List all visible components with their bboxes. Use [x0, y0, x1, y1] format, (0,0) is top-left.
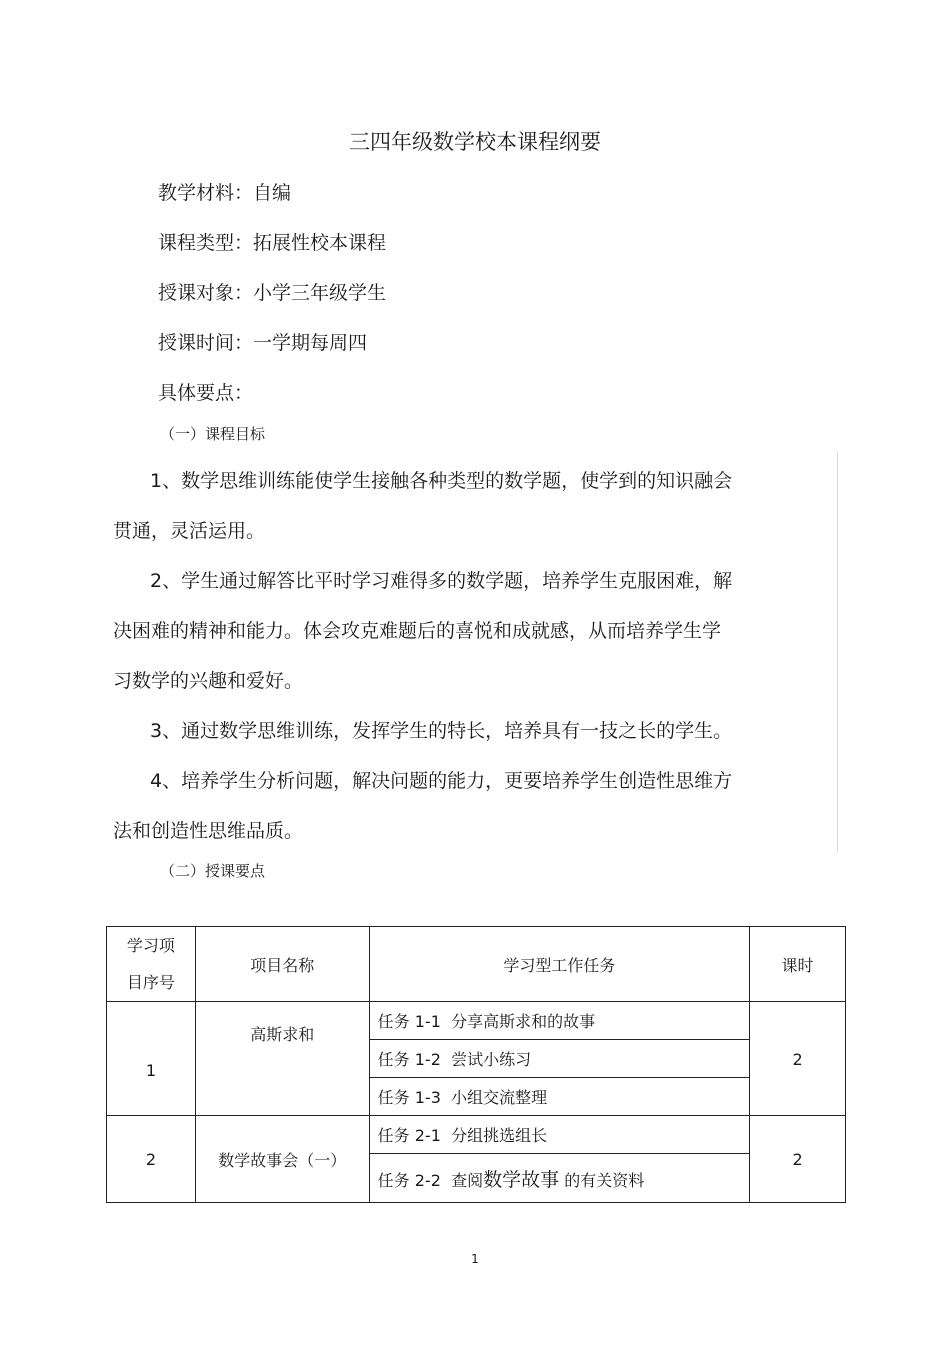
task-text: 分享高斯求和的故事 [451, 1012, 596, 1031]
task-id: 任务 1-3 [377, 1088, 441, 1107]
task-id: 任务 1-2 [377, 1050, 441, 1069]
header-task: 学习型工作任务 [369, 927, 749, 1002]
header-name: 项目名称 [195, 927, 369, 1002]
task-cell [369, 1116, 749, 1154]
table-header-row [107, 927, 846, 1002]
row-1-seq: 1 [107, 1002, 196, 1116]
table-row [107, 1002, 846, 1040]
task-text-emphasis: 数学故事 [483, 1168, 560, 1191]
goal-4-line-2: 法和创造性思维品质。 [113, 820, 304, 842]
task-cell [369, 1154, 749, 1203]
goal-2-line-2: 决困难的精神和能力。体会攻克难题后的喜悦和成就感，从而培养学生学 [113, 620, 722, 642]
goal-2-line-1: 2、学生通过解答比平时学习难得多的数学题，培养学生克服困难，解 [150, 570, 733, 592]
time-line: 授课时间：一学期每周四 [158, 332, 368, 354]
table-row [107, 1116, 846, 1154]
row-2-seq: 2 [107, 1116, 196, 1203]
header-seq [107, 927, 196, 1002]
section-heading-goals: （一）课程目标 [160, 425, 266, 443]
task-text-b: 的有关资料 [564, 1170, 645, 1190]
material-line: 教学材料：自编 [158, 182, 292, 204]
key-points-line: 具体要点： [158, 382, 254, 404]
margin-rule [837, 452, 838, 852]
row-2-name: 数学故事会（一） [195, 1116, 369, 1203]
goal-3-line-1: 3、通过数学思维训练，发挥学生的特长，培养具有一技之长的学生。 [150, 720, 733, 742]
audience-line: 授课对象：小学三年级学生 [158, 282, 387, 304]
header-seq-line-1: 学习项 [126, 936, 175, 955]
task-text: 分组挑选组长 [451, 1126, 548, 1145]
section-heading-points: （二）授课要点 [160, 862, 266, 880]
header-hours: 课时 [750, 927, 846, 1002]
task-text: 小组交流整理 [451, 1088, 548, 1107]
task-cell [369, 1078, 749, 1116]
task-text-a: 查阅 [451, 1170, 484, 1190]
row-1-name: 高斯求和 [195, 1002, 369, 1116]
page-number: 1 [471, 1252, 479, 1266]
goal-1-line-1: 1、数学思维训练能使学生接触各种类型的数学题，使学到的知识融会 [150, 470, 733, 492]
task-cell [369, 1002, 749, 1040]
task-id: 任务 1-1 [377, 1012, 441, 1031]
task-id: 任务 2-1 [377, 1126, 441, 1145]
row-1-hours: 2 [750, 1002, 846, 1116]
task-cell [369, 1040, 749, 1078]
header-seq-line-2: 目序号 [126, 973, 175, 992]
document-title: 三四年级数学校本课程纲要 [349, 130, 601, 154]
goal-1-line-2: 贯通，灵活运用。 [113, 520, 266, 542]
task-table [106, 926, 846, 1203]
course-type-line: 课程类型：拓展性校本课程 [158, 232, 387, 254]
goal-2-line-3: 习数学的兴趣和爱好。 [113, 670, 304, 692]
goal-4-line-1: 4、培养学生分析问题，解决问题的能力，更要培养学生创造性思维方 [150, 770, 733, 792]
task-id: 任务 2-2 [377, 1170, 441, 1190]
task-text: 尝试小练习 [451, 1050, 532, 1069]
row-2-hours: 2 [750, 1116, 846, 1203]
